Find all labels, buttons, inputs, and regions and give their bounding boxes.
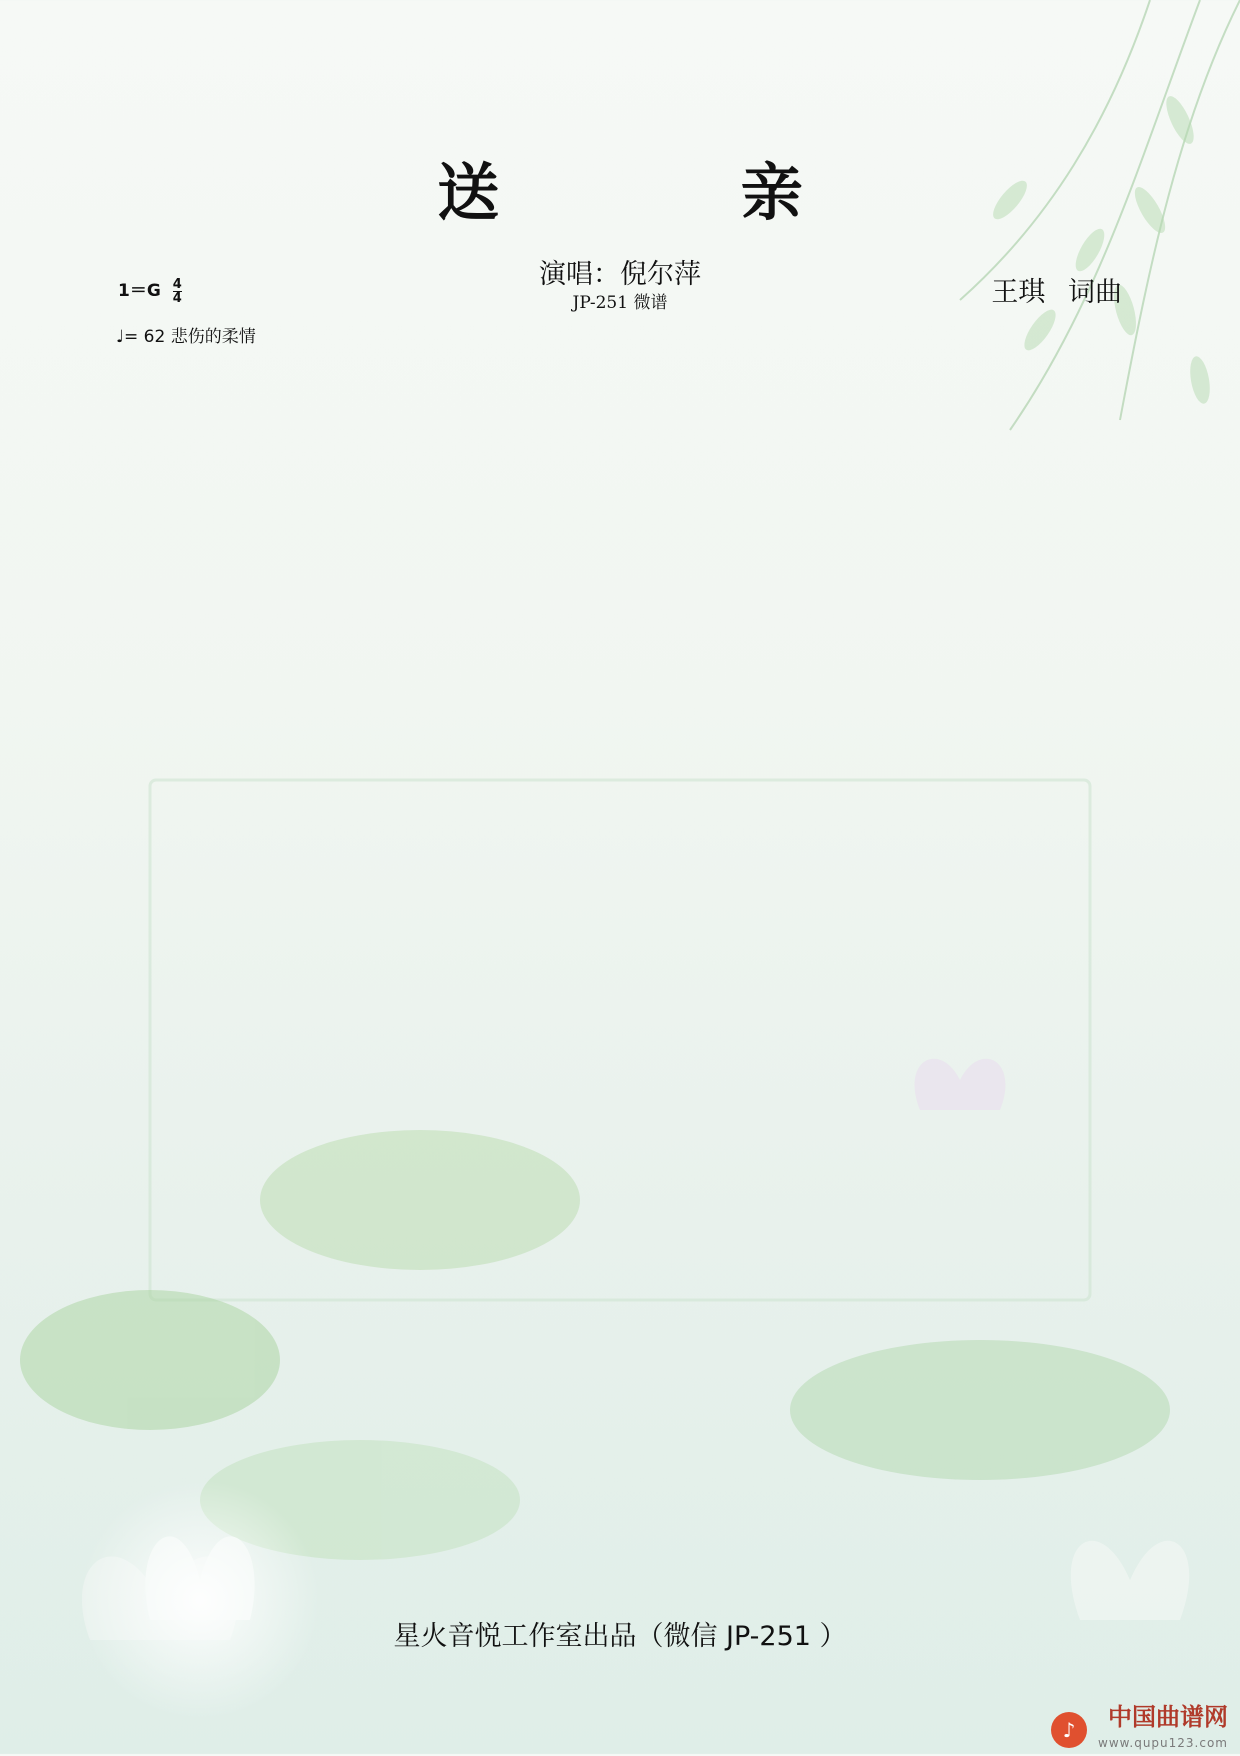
tempo-marking: ♩= 62 悲伤的柔情 <box>116 327 256 347</box>
site-watermark <box>1051 1704 1228 1756</box>
site-logo-icon: ♪ <box>1051 1712 1087 1748</box>
singer-label: 演唱：倪尔萍 <box>539 259 701 290</box>
watermark-url: www.qupu123.com <box>1098 1736 1228 1750</box>
time-signature <box>173 278 182 305</box>
time-signature-numerator: 4 <box>172 276 182 292</box>
key-label: 1＝G <box>118 281 161 301</box>
key-signature <box>118 276 182 305</box>
watermark-site-name <box>1098 1704 1228 1756</box>
watermark-site-title: 中国曲谱网 <box>1108 1702 1228 1731</box>
sheet-code: JP-251 微谱 <box>572 293 668 313</box>
composer-credit: 王琪 词曲 <box>991 277 1122 308</box>
song-title: 送 亲 <box>437 156 913 229</box>
time-signature-denominator: 4 <box>172 290 182 306</box>
publisher-footer: 星火音悦工作室出品（微信 JP-251 ） <box>393 1621 847 1652</box>
